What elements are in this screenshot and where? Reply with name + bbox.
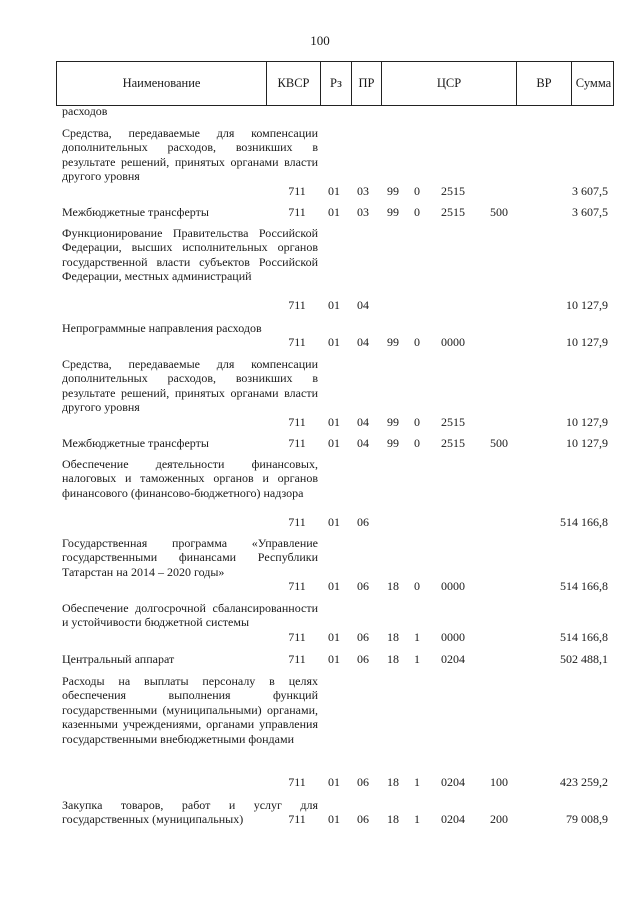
cell-csr-program: 18 <box>387 629 399 644</box>
cell-kvsr: 711 <box>288 205 306 219</box>
cell-pr: 04 <box>357 298 369 312</box>
cell-csr-program: 18 <box>387 579 399 594</box>
header-rz: Рз <box>330 76 342 90</box>
cell-vr: 100 <box>490 774 508 789</box>
table-row <box>56 226 616 312</box>
header-pr: ПР <box>358 76 375 90</box>
table-row <box>56 357 616 429</box>
cell-kvsr: 711 <box>288 298 306 312</box>
cell-vr: 200 <box>490 812 508 827</box>
cell-csr-direction: 0000 <box>441 335 465 350</box>
cell-pr: 06 <box>357 579 369 594</box>
cell-rz: 01 <box>328 298 340 312</box>
cell-rz: 01 <box>328 629 340 644</box>
cell-kvsr: 711 <box>288 812 306 827</box>
row-name: Обеспечение деятельности финансовых, налоговых и таможенных органов и органов финансового (финансово-бюджетного) надзора <box>62 457 318 500</box>
cell-csr-direction: 0000 <box>441 579 465 594</box>
cell-csr-subprogram: 0 <box>414 436 420 450</box>
row-name: Функционирование Правительства Российской Федерации, высших исполнительных органов государственной власти субъектов Российской Федерации, местных администраций <box>62 226 318 284</box>
cell-vr: 500 <box>490 205 508 219</box>
cell-csr-program: 18 <box>387 812 399 827</box>
cell-csr-direction: 0204 <box>441 652 465 666</box>
row-name: расходов <box>62 104 108 118</box>
cell-csr-program: 99 <box>387 414 399 429</box>
cell-rz: 01 <box>328 579 340 594</box>
cell-rz: 01 <box>328 335 340 350</box>
cell-kvsr: 711 <box>288 335 306 350</box>
row-name: Средства, передаваемые для компенсации дополнительных расходов, возникших в результате решений, принятых органами власти другого уровня <box>62 357 318 415</box>
cell-kvsr: 711 <box>288 629 306 644</box>
header-kvsr: КВСР <box>277 76 310 90</box>
row-name: Межбюджетные трансферты <box>62 205 209 219</box>
row-name: Непрограммные направления расходов <box>62 321 262 335</box>
table-row <box>56 457 616 529</box>
cell-pr: 04 <box>357 335 369 350</box>
cell-sum: 10 127,9 <box>566 298 608 312</box>
page-number: 100 <box>310 33 330 48</box>
cell-kvsr: 711 <box>288 652 306 666</box>
cell-rz: 01 <box>328 205 340 219</box>
cell-csr-direction: 2515 <box>441 414 465 429</box>
cell-csr-program: 18 <box>387 774 399 789</box>
cell-rz: 01 <box>328 436 340 450</box>
cell-sum: 79 008,9 <box>566 812 608 827</box>
cell-csr-subprogram: 0 <box>414 205 420 219</box>
table-row <box>56 652 616 666</box>
row-name: Средства, передаваемые для компенсации дополнительных расходов, возникших в результате решений, принятых органами власти другого уровня <box>62 126 318 184</box>
cell-csr-subprogram: 0 <box>414 183 420 198</box>
cell-kvsr: 711 <box>288 436 306 450</box>
cell-vr: 500 <box>490 436 508 450</box>
header-name: Наименование <box>122 76 201 90</box>
header-sum: Сумма <box>575 76 612 90</box>
cell-sum: 514 166,8 <box>560 629 608 644</box>
cell-rz: 01 <box>328 414 340 429</box>
table-row <box>56 126 616 198</box>
cell-sum: 10 127,9 <box>566 414 608 429</box>
cell-csr-subprogram: 1 <box>414 629 420 644</box>
cell-pr: 03 <box>357 183 369 198</box>
cell-sum: 3 607,5 <box>572 205 608 219</box>
row-name: Центральный аппарат <box>62 652 175 666</box>
cell-csr-subprogram: 0 <box>414 414 420 429</box>
cell-kvsr: 711 <box>288 579 306 594</box>
table-row <box>56 601 616 644</box>
cell-kvsr: 711 <box>288 183 306 198</box>
cell-csr-subprogram: 1 <box>414 812 420 827</box>
cell-csr-direction: 0204 <box>441 812 465 827</box>
table-header <box>56 61 614 106</box>
header-vr: ВР <box>536 76 552 90</box>
cell-rz: 01 <box>328 774 340 789</box>
cell-csr-direction: 0000 <box>441 629 465 644</box>
header-csr: ЦСР <box>436 76 462 90</box>
table-row <box>56 321 616 350</box>
table-row <box>56 436 616 450</box>
cell-csr-program: 99 <box>387 335 399 350</box>
table-row <box>56 536 616 594</box>
cell-pr: 03 <box>357 205 369 219</box>
cell-csr-direction: 2515 <box>441 205 465 219</box>
cell-sum: 10 127,9 <box>566 335 608 350</box>
row-name: Обеспечение долгосрочной сбалансированности и устойчивости бюджетной системы <box>62 601 318 630</box>
cell-csr-program: 18 <box>387 652 399 666</box>
cell-csr-subprogram: 0 <box>414 579 420 594</box>
cell-kvsr: 711 <box>288 414 306 429</box>
cell-pr: 06 <box>357 629 369 644</box>
cell-pr: 06 <box>357 514 369 529</box>
cell-csr-program: 99 <box>387 205 399 219</box>
cell-pr: 04 <box>357 436 369 450</box>
cell-sum: 10 127,9 <box>566 436 608 450</box>
row-name: Государственная программа «Управление государственными финансами Республики Татарстан на 2014 – 2020 годы» <box>62 536 318 579</box>
cell-sum: 423 259,2 <box>560 774 608 789</box>
cell-rz: 01 <box>328 652 340 666</box>
cell-csr-program: 99 <box>387 183 399 198</box>
cell-csr-direction: 2515 <box>441 436 465 450</box>
cell-pr: 06 <box>357 774 369 789</box>
cell-kvsr: 711 <box>288 514 306 529</box>
row-name: Расходы на выплаты персоналу в целях обеспечения выполнения функций государственными (муниципальными) органами, казенными учреждениями, органами управления государственными внебюджетными фондами <box>62 674 318 746</box>
cell-pr: 06 <box>357 652 369 666</box>
cell-pr: 06 <box>357 812 369 827</box>
cell-sum: 502 488,1 <box>560 652 608 666</box>
table-row <box>56 798 616 827</box>
table-row <box>56 674 616 789</box>
cell-csr-direction: 0204 <box>441 774 465 789</box>
cell-kvsr: 711 <box>288 774 306 789</box>
cell-csr-program: 99 <box>387 436 399 450</box>
cell-sum: 3 607,5 <box>572 183 608 198</box>
cell-sum: 514 166,8 <box>560 579 608 594</box>
table-row <box>56 205 616 219</box>
row-name: Закупка товаров, работ и услуг для государственных (муниципальных) <box>62 798 318 827</box>
cell-csr-direction: 2515 <box>441 183 465 198</box>
row-name: Межбюджетные трансферты <box>62 436 209 450</box>
cell-csr-subprogram: 1 <box>414 652 420 666</box>
cell-rz: 01 <box>328 812 340 827</box>
cell-csr-subprogram: 0 <box>414 335 420 350</box>
cell-csr-subprogram: 1 <box>414 774 420 789</box>
cell-rz: 01 <box>328 183 340 198</box>
cell-pr: 04 <box>357 414 369 429</box>
cell-sum: 514 166,8 <box>560 514 608 529</box>
cell-rz: 01 <box>328 514 340 529</box>
